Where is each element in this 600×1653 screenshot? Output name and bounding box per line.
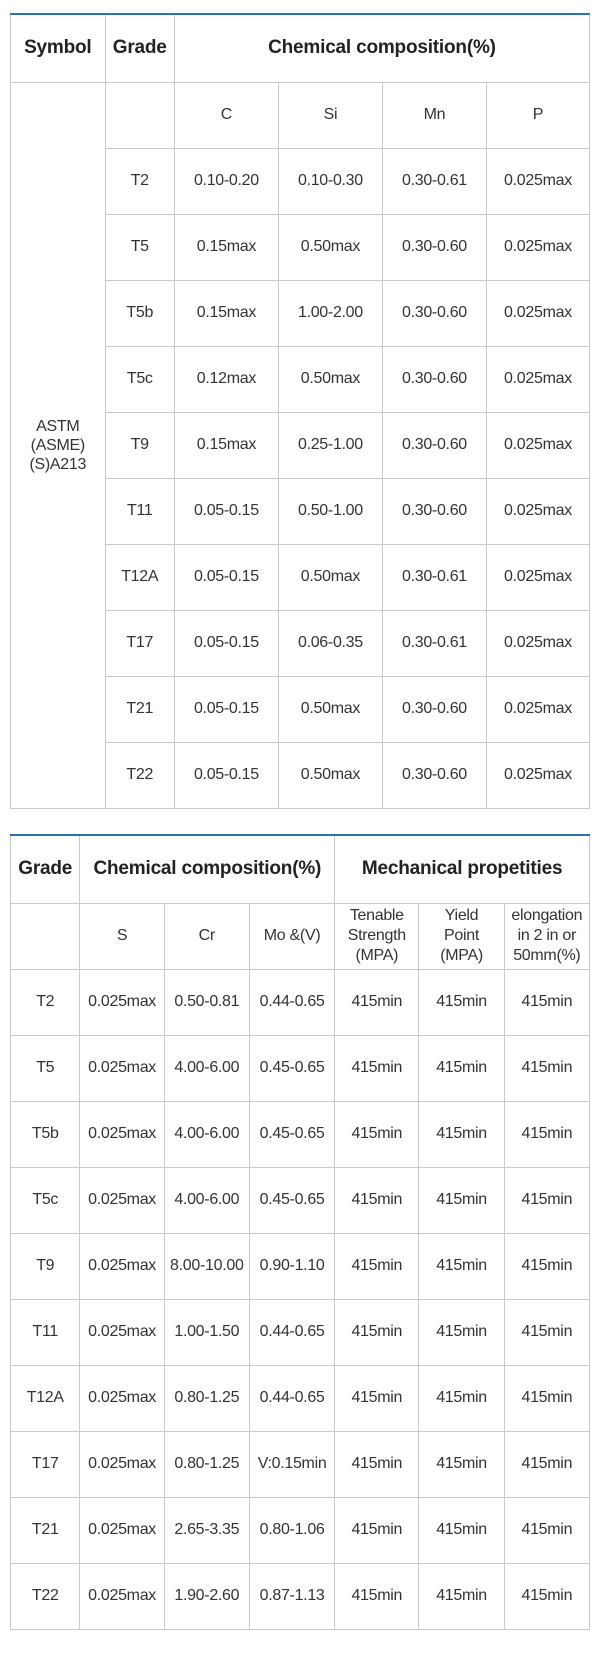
s-cell: 0.025max [80,1563,164,1629]
yield-cell: 415min [419,1167,504,1233]
elongation-subheader [504,903,589,969]
mo-cell: V:0.15min [249,1431,334,1497]
elong-cell: 415min [504,1497,589,1563]
cr-cell: 0.80-1.25 [164,1431,249,1497]
table2-header-row [11,835,590,903]
astm-a213-chemical-table [10,13,590,809]
grade-cell: T21 [11,1497,80,1563]
c-cell: 0.05-0.15 [174,544,278,610]
tensile-cell: 415min [335,1299,419,1365]
elong-cell: 415min [504,1167,589,1233]
mo-cell: 0.44-0.65 [249,1299,334,1365]
elong-cell: 415min [504,1365,589,1431]
cr-cell: 1.90-2.60 [164,1563,249,1629]
si-subheader: Si [278,82,382,148]
yield-line-1: Yield [444,907,479,924]
yield-cell: 415min [419,1365,504,1431]
mo-cell: 0.45-0.65 [249,1035,334,1101]
grade-cell: T5b [105,280,174,346]
c-cell: 0.10-0.20 [174,148,278,214]
si-cell: 0.25-1.00 [278,412,382,478]
table1-subheader-row [11,82,590,148]
tensile-line-3: (MPA) [355,947,399,964]
table-row [11,1365,590,1431]
c-subheader: C [174,82,278,148]
p-cell: 0.025max [486,148,589,214]
yield-line-2: Point [444,927,480,944]
mo-cell: 0.90-1.10 [249,1233,334,1299]
tensile-cell: 415min [335,1497,419,1563]
table-row [11,1101,590,1167]
si-cell: 0.50max [278,742,382,808]
table-row [11,1035,590,1101]
yield-point-subheader [419,903,504,969]
grade-cell: T12A [11,1365,80,1431]
elong-cell: 415min [504,1563,589,1629]
grade-cell: T17 [11,1431,80,1497]
grade-cell: T5 [11,1035,80,1101]
si-cell: 0.10-0.30 [278,148,382,214]
s-cell: 0.025max [80,1233,164,1299]
tensile-cell: 415min [335,1431,419,1497]
si-cell: 0.50max [278,346,382,412]
tensile-cell: 415min [335,1101,419,1167]
mn-cell: 0.30-0.60 [382,214,486,280]
mo-subheader: Mo &(V) [249,903,334,969]
c-cell: 0.05-0.15 [174,478,278,544]
yield-line-3: (MPA) [440,947,483,964]
grade-cell: T12A [105,544,174,610]
symbol-header: Symbol [11,14,106,82]
s-cell: 0.025max [80,969,164,1035]
chemical-composition-header: Chemical composition(%) [174,14,589,82]
p-cell: 0.025max [486,742,589,808]
mn-cell: 0.30-0.60 [382,412,486,478]
mn-cell: 0.30-0.61 [382,148,486,214]
grade-cell: T22 [11,1563,80,1629]
grade-cell: T21 [105,676,174,742]
grade-subheader-empty [105,82,174,148]
s-cell: 0.025max [80,1365,164,1431]
mo-cell: 0.87-1.13 [249,1563,334,1629]
table-row [11,1497,590,1563]
mn-cell: 0.30-0.60 [382,478,486,544]
si-cell: 0.50max [278,214,382,280]
cr-cell: 8.00-10.00 [164,1233,249,1299]
mn-cell: 0.30-0.61 [382,610,486,676]
c-cell: 0.15max [174,412,278,478]
c-cell: 0.05-0.15 [174,676,278,742]
p-cell: 0.025max [486,346,589,412]
mn-cell: 0.30-0.61 [382,544,486,610]
mo-cell: 0.44-0.65 [249,1365,334,1431]
grade-cell: T5b [11,1101,80,1167]
tensile-cell: 415min [335,969,419,1035]
s-cell: 0.025max [80,1101,164,1167]
mn-cell: 0.30-0.60 [382,742,486,808]
mo-cell: 0.44-0.65 [249,969,334,1035]
si-cell: 0.50max [278,544,382,610]
elong-cell: 415min [504,1299,589,1365]
p-cell: 0.025max [486,280,589,346]
si-cell: 1.00-2.00 [278,280,382,346]
s-cell: 0.025max [80,1299,164,1365]
yield-cell: 415min [419,1563,504,1629]
tensile-line-2: Strength [347,927,406,944]
cr-subheader: Cr [164,903,249,969]
symbol-line-1: ASTM [36,417,80,435]
elong-cell: 415min [504,1233,589,1299]
c-cell: 0.15max [174,214,278,280]
yield-cell: 415min [419,1497,504,1563]
cr-cell: 1.00-1.50 [164,1299,249,1365]
yield-cell: 415min [419,1299,504,1365]
grade-cell: T22 [105,742,174,808]
p-cell: 0.025max [486,412,589,478]
p-cell: 0.025max [486,214,589,280]
s-cell: 0.025max [80,1497,164,1563]
p-subheader: P [486,82,589,148]
c-cell: 0.05-0.15 [174,610,278,676]
elong-cell: 415min [504,969,589,1035]
table-row [11,1431,590,1497]
chemical-composition-header: Chemical composition(%) [80,835,335,903]
s-cell: 0.025max [80,1167,164,1233]
yield-cell: 415min [419,1101,504,1167]
mn-cell: 0.30-0.60 [382,280,486,346]
yield-cell: 415min [419,969,504,1035]
si-cell: 0.50-1.00 [278,478,382,544]
si-cell: 0.06-0.35 [278,610,382,676]
tensile-cell: 415min [335,1167,419,1233]
grade-cell: T5 [105,214,174,280]
table-row [11,1167,590,1233]
s-cell: 0.025max [80,1431,164,1497]
symbol-line-3: (S)A213 [29,455,87,473]
mn-subheader: Mn [382,82,486,148]
cr-cell: 2.65-3.35 [164,1497,249,1563]
tensile-cell: 415min [335,1233,419,1299]
table1-header-row [11,14,590,82]
c-cell: 0.12max [174,346,278,412]
grade-cell: T11 [11,1299,80,1365]
grade-cell: T11 [105,478,174,544]
tensile-strength-subheader [335,903,419,969]
c-cell: 0.05-0.15 [174,742,278,808]
tensile-cell: 415min [335,1563,419,1629]
tensile-cell: 415min [335,1365,419,1431]
symbol-line-2: (ASME) [30,436,85,454]
elongation-line-3: 50mm(%) [513,947,581,964]
table2-subheader-row [11,903,590,969]
symbol-cell [11,82,106,808]
tensile-line-1: Tenable [349,907,404,924]
s-subheader: S [80,903,164,969]
p-cell: 0.025max [486,676,589,742]
mn-cell: 0.30-0.60 [382,346,486,412]
cr-cell: 0.80-1.25 [164,1365,249,1431]
grade-cell: T2 [11,969,80,1035]
grade-cell: T17 [105,610,174,676]
grade-cell: T9 [11,1233,80,1299]
grade-subheader-empty [11,903,80,969]
c-cell: 0.15max [174,280,278,346]
cr-cell: 4.00-6.00 [164,1035,249,1101]
grade-cell: T5c [11,1167,80,1233]
cr-cell: 4.00-6.00 [164,1167,249,1233]
table-row [11,1233,590,1299]
p-cell: 0.025max [486,610,589,676]
grade-cell: T5c [105,346,174,412]
elong-cell: 415min [504,1035,589,1101]
elongation-line-1: elongation [511,907,583,924]
mechanical-properties-header: Mechanical propetities [335,835,590,903]
elongation-line-2: in 2 in or [517,927,577,944]
grade-cell: T2 [105,148,174,214]
table-row [11,969,590,1035]
p-cell: 0.025max [486,478,589,544]
table-row [11,1299,590,1365]
yield-cell: 415min [419,1233,504,1299]
mo-cell: 0.45-0.65 [249,1101,334,1167]
grade-cell: T9 [105,412,174,478]
elong-cell: 415min [504,1101,589,1167]
tensile-cell: 415min [335,1035,419,1101]
cr-cell: 4.00-6.00 [164,1101,249,1167]
mn-cell: 0.30-0.60 [382,676,486,742]
si-cell: 0.50max [278,676,382,742]
grade-header: Grade [105,14,174,82]
mo-cell: 0.80-1.06 [249,1497,334,1563]
yield-cell: 415min [419,1035,504,1101]
table-row [11,1563,590,1629]
mechanical-properties-table [10,834,590,1630]
mo-cell: 0.45-0.65 [249,1167,334,1233]
p-cell: 0.025max [486,544,589,610]
yield-cell: 415min [419,1431,504,1497]
s-cell: 0.025max [80,1035,164,1101]
elong-cell: 415min [504,1431,589,1497]
grade-header: Grade [11,835,80,903]
cr-cell: 0.50-0.81 [164,969,249,1035]
